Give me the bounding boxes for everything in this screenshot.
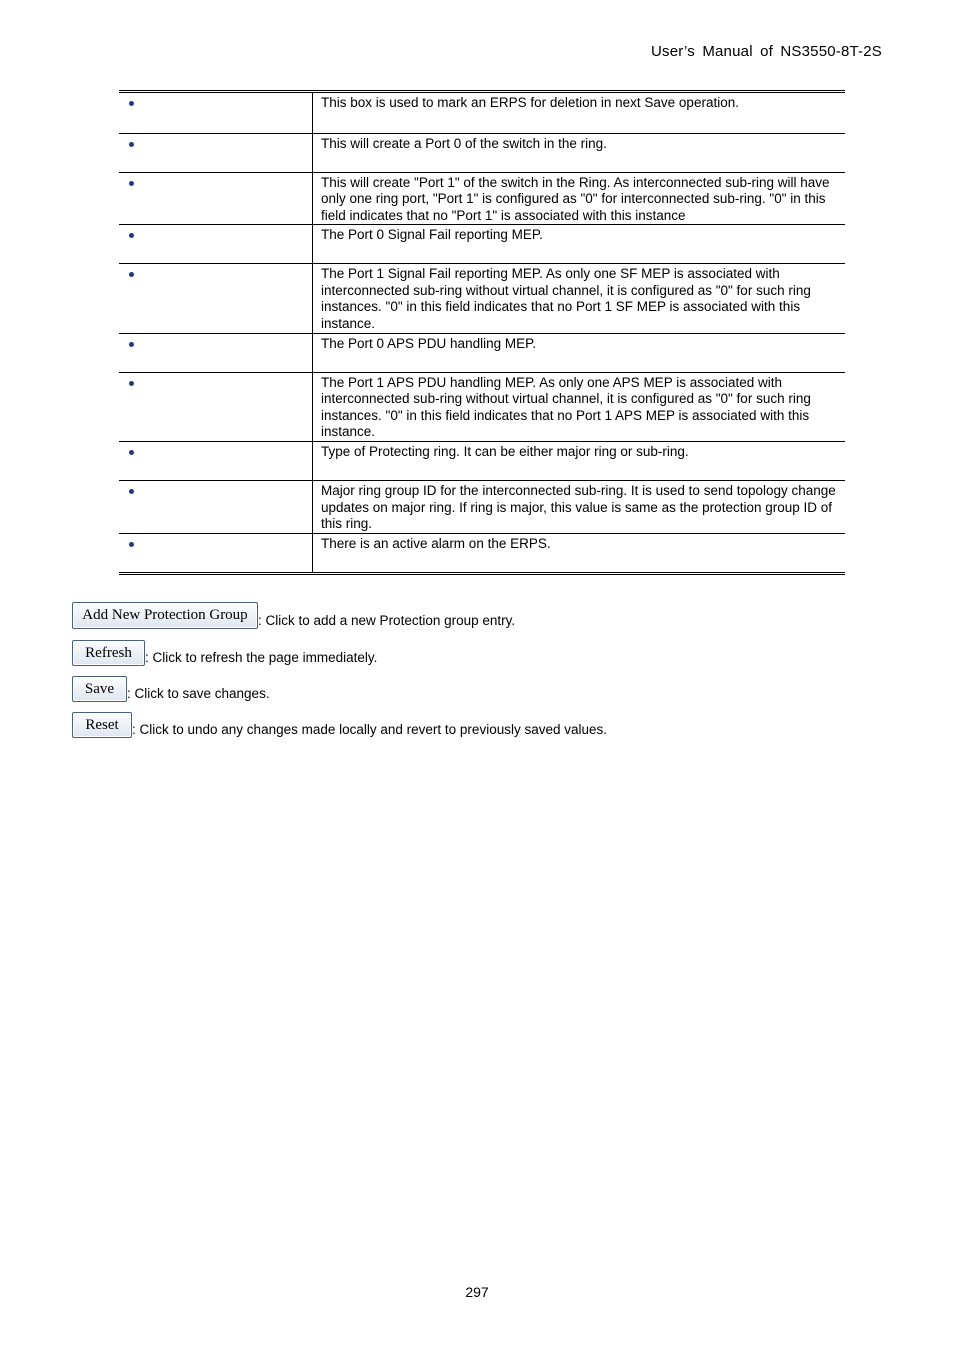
description-cell: There is an active alarm on the ERPS. [313,533,846,572]
bullet-icon [129,272,134,277]
table-row [119,133,845,172]
param-cell [119,264,313,333]
bullet-icon [129,233,134,238]
table-row [119,93,845,133]
param-cell [119,225,313,264]
reset-description: : Click to undo any changes made locally and revert to previously saved values. [132,722,608,737]
param-cell [119,442,313,481]
table-row [119,442,845,481]
manual-header: User’s Manual of NS3550-8T-2S [650,43,882,60]
param-cell [119,481,313,534]
add-group-row [72,602,515,629]
param-cell [119,133,313,172]
save-row [72,676,270,702]
table-row [119,225,845,264]
description-cell: This box is used to mark an ERPS for deletion in next Save operation. [321,95,739,110]
reset-button[interactable]: Reset [72,712,132,738]
description-cell: Type of Protecting ring. It can be either major ring or sub-ring. [313,442,846,481]
add-group-description: : Click to add a new Protection group entry. [258,613,516,628]
save-button[interactable]: Save [72,676,127,702]
add-new-protection-group-button[interactable]: Add New Protection Group [72,602,258,629]
description-cell: This will create "Port 1" of the switch in the Ring. As interconnected sub-ring will have only one ring port, "Port 1" is configured as "0" for interconnected sub-ring. "0" in this field indicates that no "Port 1" is associated with this instance [313,172,846,225]
table-row [119,172,845,225]
refresh-description: : Click to refresh the page immediately. [145,650,378,665]
param-cell [119,372,313,441]
param-cell [119,333,313,372]
bullet-icon [129,450,134,455]
param-cell [119,533,313,572]
description-cell: The Port 0 APS PDU handling MEP. [313,333,846,372]
description-cell: The Port 1 APS PDU handling MEP. As only one APS MEP is associated with interconnected sub-ring without virtual channel, it is configured as "0" for such ring instances. "0" in this field indicates that no Port 1 APS MEP is associated with this instance. [313,372,846,441]
refresh-row [72,640,377,666]
bullet-icon [129,489,134,494]
parameter-table [119,90,845,575]
bullet-icon [129,542,134,547]
bullet-icon [129,181,134,186]
table-row [119,481,845,534]
reset-row [72,712,607,738]
page-number: 297 [465,1284,489,1300]
table-row [119,264,845,333]
bullet-icon [129,142,134,147]
table-row [119,372,845,441]
bullet-icon [129,101,134,106]
bullet-icon [129,342,134,347]
refresh-button[interactable]: Refresh [72,640,145,666]
save-description: : Click to save changes. [127,686,270,701]
description-cell: Major ring group ID for the interconnected sub-ring. It is used to send topology change updates on major ring. If ring is major, this value is same as the protection group ID of this ring. [313,481,846,534]
param-cell [119,172,313,225]
table-row [119,333,845,372]
table-row [119,533,845,572]
param-cell [119,93,313,133]
bullet-icon [129,381,134,386]
description-cell: The Port 0 Signal Fail reporting MEP. [313,225,846,264]
description-cell: The Port 1 Signal Fail reporting MEP. As only one SF MEP is associated with interconnected sub-ring without virtual channel, it is configured as "0" for such ring instances. "0" in this field indicates that no Port 1 SF MEP is associated with this instance. [313,264,846,333]
description-cell: This will create a Port 0 of the switch in the ring. [313,133,846,172]
